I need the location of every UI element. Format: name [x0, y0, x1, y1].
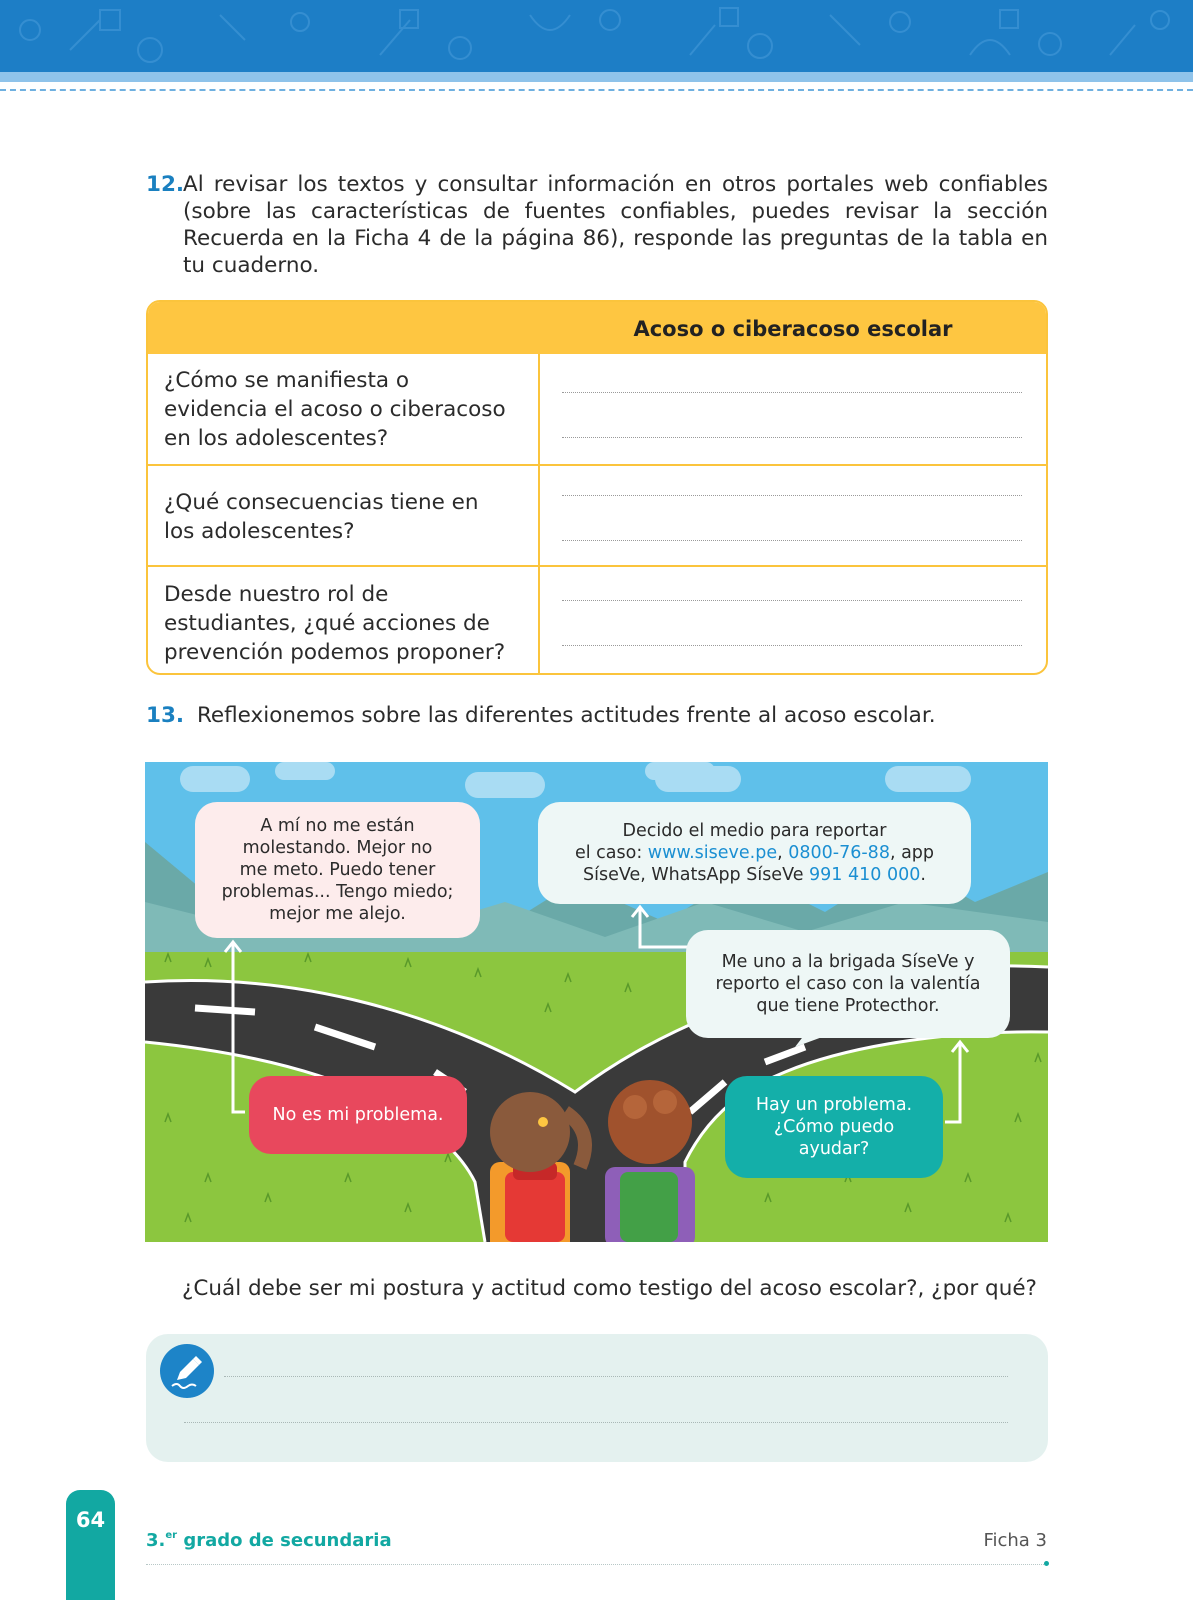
bubble-fear-line-3: me meto. Puedo tener — [239, 860, 436, 880]
bubble-brigade — [686, 930, 1010, 1038]
table-row-2-question — [164, 488, 534, 546]
footer-dotted-rule — [146, 1564, 1048, 1565]
header-strip — [0, 72, 1193, 82]
table-row-1-line-3: en los adolescentes? — [164, 426, 389, 451]
ficha-label: Ficha 3 — [983, 1530, 1047, 1551]
bubble-report-text: , app — [889, 843, 935, 863]
siseve-phone-link[interactable]: 0800-76-88 — [788, 843, 890, 863]
crossroads-illustration — [145, 762, 1048, 1242]
header-dashed-rule — [0, 89, 1193, 91]
table-row-1-line-1: ¿Cómo se manifiesta o — [164, 368, 410, 393]
bubble-help-line-3: ayudar? — [798, 1139, 870, 1159]
bubble-report-line-3 — [575, 864, 934, 886]
answer-line-1[interactable] — [224, 1376, 1008, 1377]
bubble-fear-line-5: mejor me alejo. — [269, 904, 406, 924]
bubble-report-text: . — [920, 865, 926, 885]
table-row-2-answer-line-1[interactable] — [562, 495, 1022, 496]
bubble-brigade-line-1: Me uno a la brigada SíseVe y — [721, 952, 975, 972]
pencil-icon — [160, 1344, 214, 1398]
bubble-help — [725, 1076, 943, 1178]
table-row-3-line-3: prevención podemos proponer? — [164, 640, 506, 665]
bubble-report — [538, 802, 971, 904]
bubble-brigade-line-3: que tiene Protecthor. — [756, 996, 940, 1016]
table-row-2-answer-line-2[interactable] — [562, 540, 1022, 541]
table-row-1-question — [164, 366, 534, 453]
footer-dot — [1044, 1561, 1049, 1566]
table-row-1-answer-line-2[interactable] — [562, 437, 1022, 438]
bubble-brigade-line-2: reporto el caso con la valentía — [715, 974, 981, 994]
question-12-number: 12. — [146, 172, 185, 197]
table-row-3-question — [164, 580, 534, 667]
bubble-fear-line-4: problemas... Tengo miedo; — [221, 882, 454, 902]
table-header — [148, 302, 1046, 354]
grade-number: 3. — [146, 1530, 166, 1551]
table-row-1-line-2: evidencia el acoso o ciberacoso — [164, 397, 506, 422]
grade-text: grado de secundaria — [177, 1530, 392, 1551]
bubble-report-line-2 — [575, 842, 934, 864]
bubble-report-line-1: Decido el medio para reportar — [622, 821, 887, 841]
final-question: ¿Cuál debe ser mi postura y actitud como testigo del acoso escolar?, ¿por qué? — [182, 1276, 1037, 1301]
bullying-table — [146, 300, 1048, 675]
bubble-fear-line-2: molestando. Mejor no — [242, 838, 433, 858]
table-row-divider — [148, 565, 1046, 567]
bubble-fear-line-1: A mí no me están — [260, 816, 415, 836]
grade-label — [146, 1530, 392, 1551]
page-number-tab — [66, 1490, 115, 1600]
question-13 — [146, 702, 1048, 729]
table-row-1-answer-line-1[interactable] — [562, 392, 1022, 393]
table-row-3-answer-line-1[interactable] — [562, 600, 1022, 601]
table-column-divider — [538, 354, 540, 675]
page-number: 64 — [75, 1508, 106, 1532]
grade-ordinal: er — [165, 1530, 178, 1541]
answer-line-2[interactable] — [184, 1422, 1008, 1423]
siseve-web-link[interactable]: www.siseve.pe — [647, 843, 778, 863]
header-band — [0, 0, 1193, 72]
bubble-report-text: el caso: — [574, 843, 648, 863]
bubble-fear — [195, 802, 480, 938]
question-13-text: Reflexionemos sobre las diferentes actitudes frente al acoso escolar. — [196, 703, 936, 728]
question-13-number: 13. — [146, 703, 185, 728]
answer-box[interactable] — [146, 1334, 1048, 1462]
bubble-help-line-2: ¿Cómo puedo — [773, 1117, 895, 1137]
table-row-3-line-1: Desde nuestro rol de — [164, 582, 389, 607]
table-header-label: Acoso o ciberacoso escolar — [633, 317, 953, 341]
header-doodle-pattern — [0, 0, 1193, 72]
siseve-whatsapp-link[interactable]: 991 410 000 — [809, 865, 921, 885]
bubble-not-my-problem: No es mi problema. — [249, 1076, 467, 1154]
table-row-2-line-1: ¿Qué consecuencias tiene en — [164, 490, 479, 515]
table-row-3-answer-line-2[interactable] — [562, 645, 1022, 646]
table-row-divider — [148, 464, 1046, 466]
question-12 — [146, 171, 1048, 278]
question-12-text: Al revisar los textos y consultar información en otros portales web confiables (sobre las características de fuentes confiables, puedes revisar la sección Recuerda en la Ficha 4 de la página 86), responde las preguntas de la tabla en tu cuaderno. — [183, 172, 1048, 278]
table-row-3-line-2: estudiantes, ¿qué acciones de — [164, 611, 490, 636]
table-row-2-line-2: los adolescentes? — [164, 519, 355, 544]
bubble-report-separator: , — [777, 843, 789, 863]
bubble-report-text: SíseVe, WhatsApp SíseVe — [583, 865, 810, 885]
bubble-help-line-1: Hay un problema. — [755, 1095, 913, 1115]
